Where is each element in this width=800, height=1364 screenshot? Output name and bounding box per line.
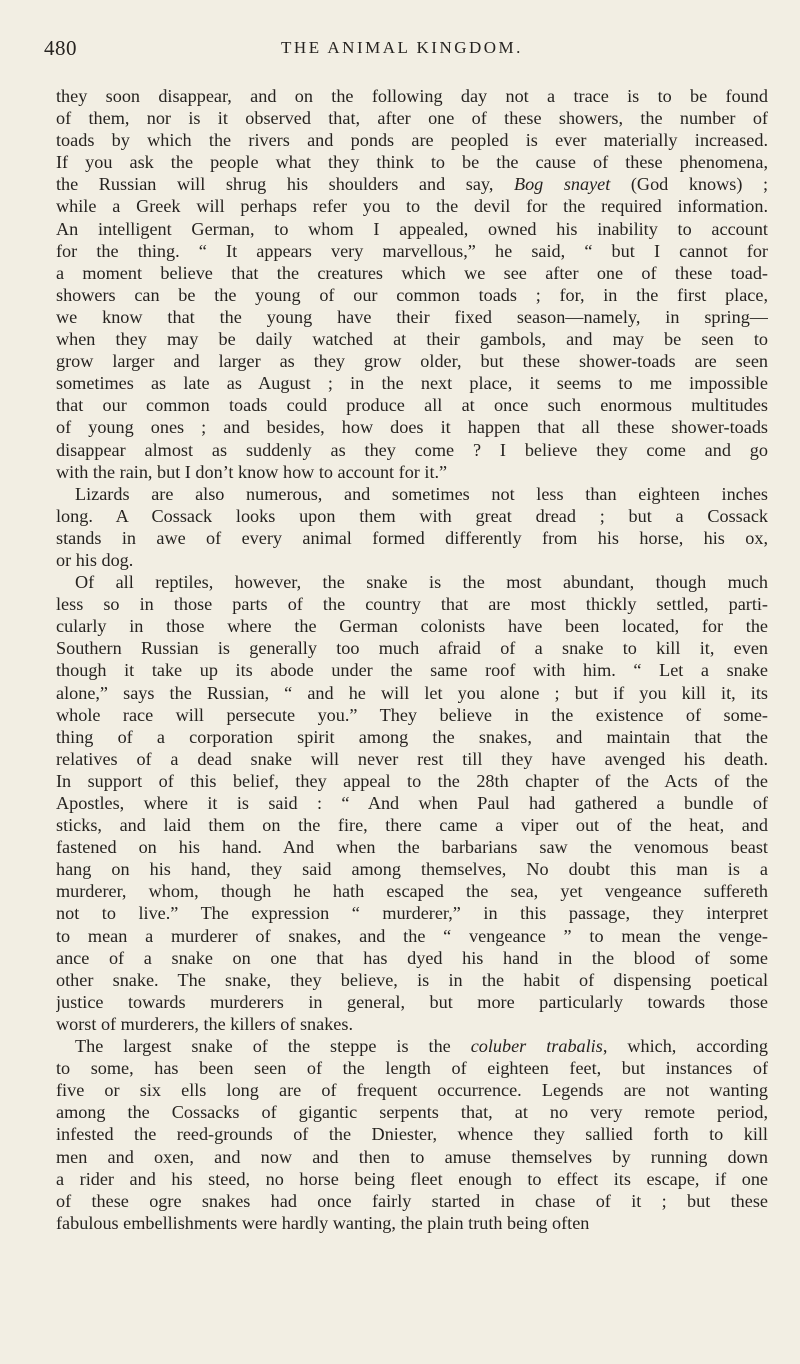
italic-term: coluber trabalis [470,1036,603,1057]
text-line: when they may be daily watched at their gambols, and may be seen to [56,329,768,350]
text-line: though it take up its abode under the same roof with him. “ Let a snake [56,660,768,681]
text-line: Southern Russian is generally too much afraid of a snake to kill it, even [56,638,768,659]
text-line: alone,” says the Russian, “ and he will let you alone ; but if you kill it, its [56,682,768,703]
text-line: worst of murderers, the killers of snakes. [56,1013,353,1034]
text-line: while a Greek will perhaps refer you to the devil for the required information. [56,196,768,217]
text-line: fabulous embellishments were hardly wanting, the plain truth being often [56,1212,590,1233]
italic-term: Bog snayet [513,174,611,195]
text-line: Apostles, where it is said : “ And when Paul had gathered a bundle of [56,793,768,813]
text-line: a moment believe that the creatures which we see after one of these toad- [56,262,768,283]
text-line: they soon disappear, and on the following day not a trace is to be found [56,86,768,106]
text-line: An intelligent German, to whom I appealed, owned his inability to account [56,218,768,239]
text-line: sticks, and laid them on the fire, there came a viper out of the heat, and [56,815,768,836]
page-number: 480 [44,36,77,60]
text-line: thing of a corporation spirit among the snakes, and maintain that the [56,726,768,747]
text-line: showers can be the young of our common toads ; for, in the first place, [56,284,768,305]
text-line: Of all reptiles, however, the snake is the most abundant, though much [75,572,768,593]
text-line: with the rain, but I don’t know how to account for it.” [56,461,448,482]
text-line: grow larger and larger as they grow older, but these shower-toads are seen [56,351,768,372]
text-line: less so in those parts of the country that are most thickly settled, parti- [56,594,768,615]
text-line: disappear almost as suddenly as they come ? I believe they come and go [56,439,768,460]
text-line: relatives of a dead snake will never rest till they have avenged his death. [56,748,768,769]
text-line: If you ask the people what they think to be the cause of these phenomena, [56,152,768,173]
text-line: five or six ells long are of frequent occurrence. Legends are not wanting [56,1080,768,1101]
text-line: hang on his hand, they said among themselves, No doubt this man is a [56,859,768,880]
text-line: for the thing. “ It appears very marvellous,” he said, “ but I cannot for [56,240,768,261]
text-line: cularly in those where the German colonists have been located, for the [56,616,768,637]
text-line: toads by which the rivers and ponds are peopled is ever materially increased. [56,130,768,151]
text-line: a rider and his steed, no horse being fleet enough to effect its escape, if one [56,1168,768,1189]
text-line: to mean a murderer of snakes, and the “ vengeance ” to mean the venge- [56,925,768,946]
text-line: other snake. The snake, they believe, is in the habit of dispensing poetical [56,969,768,990]
text-line: Lizards are also numerous, and sometimes not less than eighteen inches [75,483,768,504]
page-header [44,36,760,66]
text-line: of young ones ; and besides, how does it happen that all these shower-toads [56,417,768,438]
text-line: fastened on his hand. And when the barbarians saw the venomous beast [56,837,768,858]
text-line: sometimes as late as August ; in the next place, it seems to me impossible [56,373,768,394]
text-line: whole race will persecute you.” They believe in the existence of some- [56,704,768,725]
text-line: justice towards murderers in general, but more particularly towards those [56,991,768,1012]
text-line: the Russian will shrug his shoulders and say, Bog snayet (God knows) ; [56,174,768,195]
text-line: The largest snake of the steppe is the coluber trabalis, which, according [75,1036,768,1057]
text-line: or his dog. [56,549,134,570]
text-line: to some, has been seen of the length of eighteen feet, but instances of [56,1058,768,1079]
text-line: In support of this belief, they appeal to the 28th chapter of the Acts of the [56,770,768,791]
text-line: long. A Cossack looks upon them with great dread ; but a Cossack [56,505,768,526]
text-line: men and oxen, and now and then to amuse themselves by running down [56,1146,768,1167]
text-line: that our common toads could produce all at once such enormous multitudes [56,395,768,416]
text-line: not to live.” The expression “ murderer,” in this passage, they interpret [56,903,768,924]
text-line: we know that the young have their fixed season—namely, in spring— [56,306,768,327]
text-line: murderer, whom, though he hath escaped the sea, yet vengeance suffereth [56,881,768,902]
text-line: of these ogre snakes had once fairly started in chase of it ; but these [56,1190,768,1211]
text-line: of them, nor is it observed that, after one of these showers, the number of [56,108,768,129]
text-line: stands in awe of every animal formed differently from his horse, his ox, [56,527,768,548]
text-line: among the Cossacks of gigantic serpents that, at no very remote period, [56,1102,768,1123]
text-line: infested the reed-grounds of the Dniester, whence they sallied forth to kill [56,1124,768,1145]
text-line: ance of a snake on one that has dyed his hand in the blood of some [56,947,768,968]
running-head: THE ANIMAL KINGDOM. [281,38,523,57]
body-text [56,85,768,1234]
